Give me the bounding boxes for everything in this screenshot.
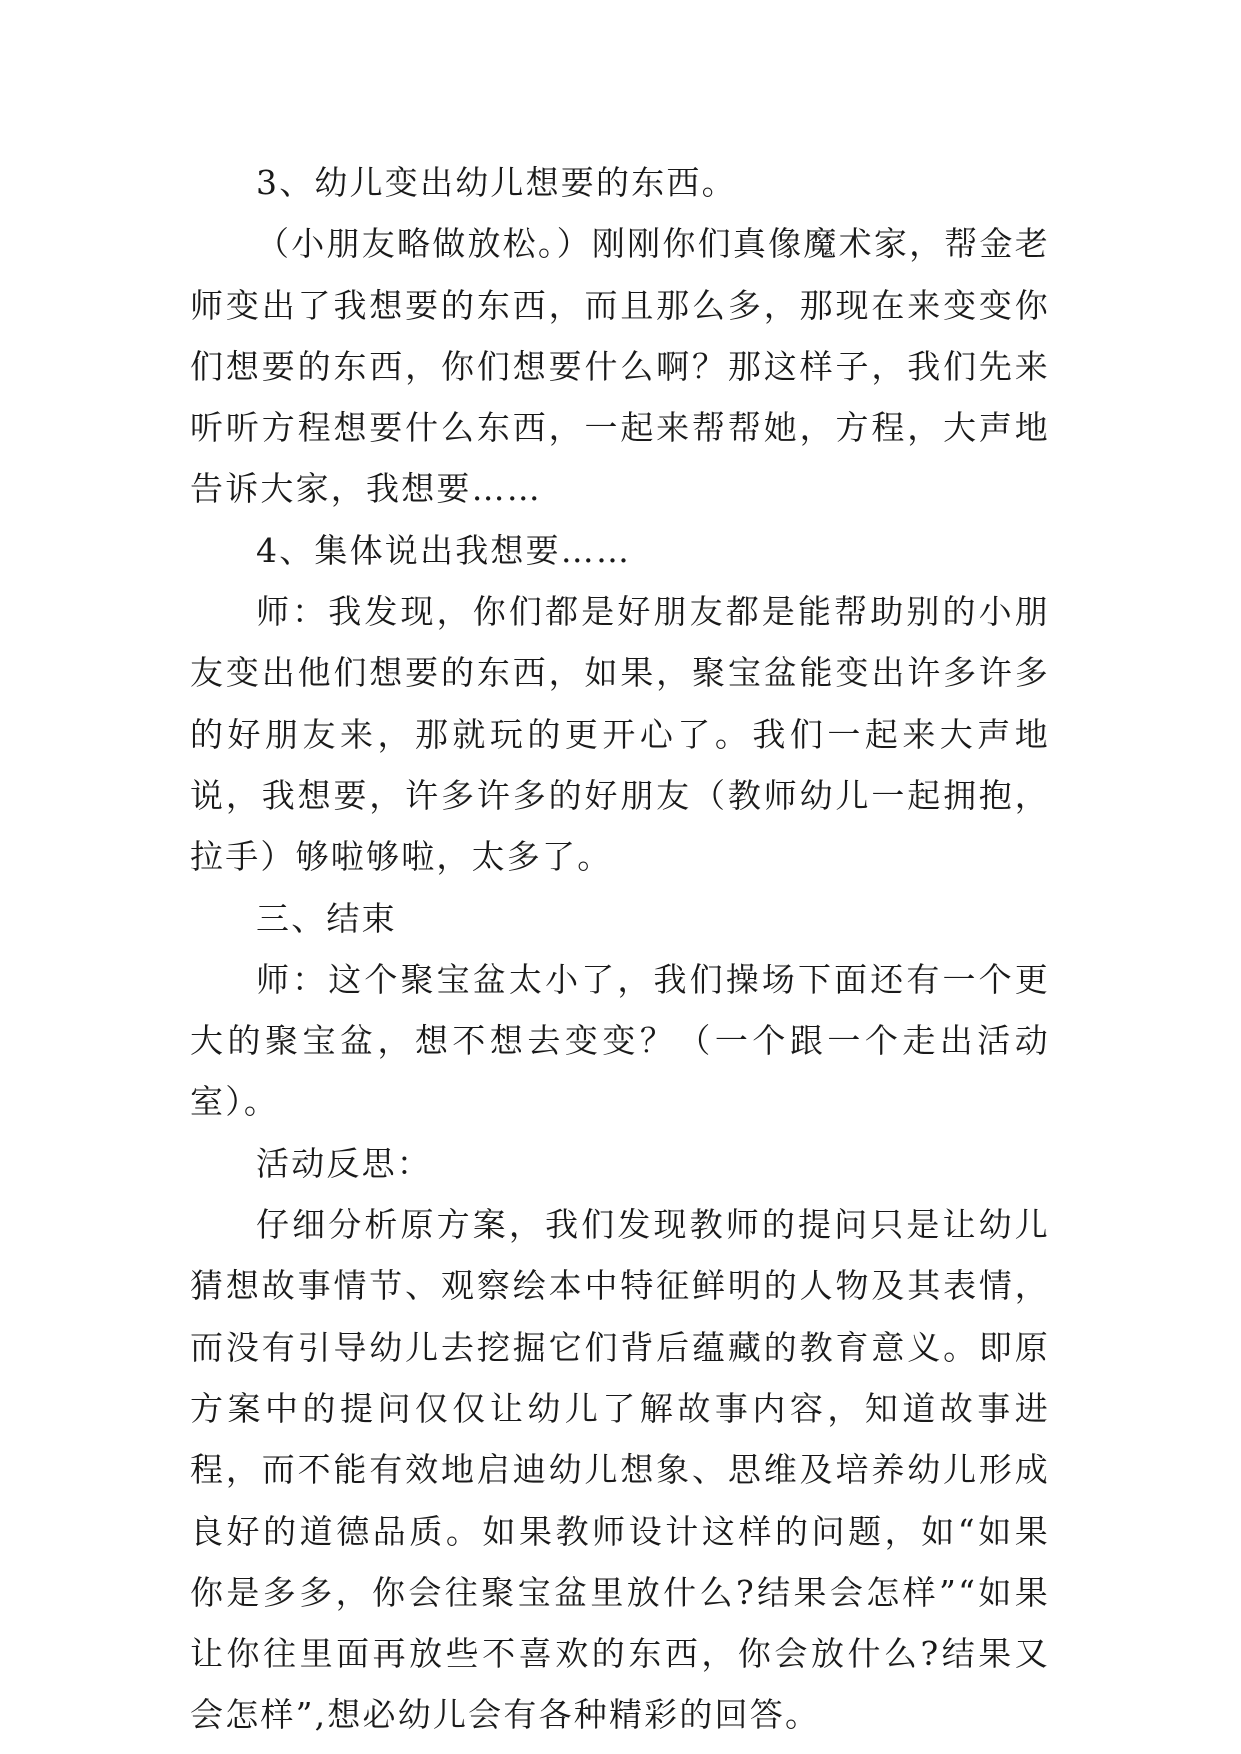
reflection-heading: 活动反思：: [256, 1143, 432, 1183]
document-body: [190, 152, 1050, 1746]
section-3-heading: 三、结束: [256, 898, 397, 938]
paragraph-teacher-friends: 师：我发现，你们都是好朋友都是能帮助别的小朋友变出他们想要的东西，如果，聚宝盆能变出许多许多的好朋友来，那就玩的更开心了。我们一起来大声地说，我想要，许多许多的好朋友（教师幼儿一起拥抱，拉手）够啦够啦，太多了。: [190, 592, 1050, 877]
step-4-heading: 4、集体说出我想要……: [256, 530, 632, 570]
step-3-heading: 3、幼儿变出幼儿想要的东西。: [256, 163, 737, 202]
paragraph-teacher-ending: 师：这个聚宝盆太小了，我们操场下面还有一个更大的聚宝盆，想不想去变变？（一个跟一个走出活动室）。: [190, 959, 1050, 1122]
paragraph-relax: （小朋友略做放松。）刚刚你们真像魔术家，帮金老师变出了我想要的东西，而且那么多，那现在来变变你们想要的东西，你们想要什么啊？那这样子，我们先来听听方程想要什么东西，一起来帮帮她，方程，大声地告诉大家，我想要……: [190, 224, 1050, 509]
paragraph-reflection: 仔细分析原方案，我们发现教师的提问只是让幼儿猜想故事情节、观察绘本中特征鲜明的人物及其表情，而没有引导幼儿去挖掘它们背后蕴藏的教育意义。即原方案中的提问仅仅让幼儿了解故事内容，知道故事进程，而不能有效地启迪幼儿想象、思维及培养幼儿形成良好的道德品质。如果教师设计这样的问题，如“如果你是多多，你会往聚宝盆里放什么?结果会怎样”“如果让你往里面再放些不喜欢的东西，你会放什么?结果又会怎样”,想必幼儿会有各种精彩的回答。: [190, 1205, 1050, 1735]
